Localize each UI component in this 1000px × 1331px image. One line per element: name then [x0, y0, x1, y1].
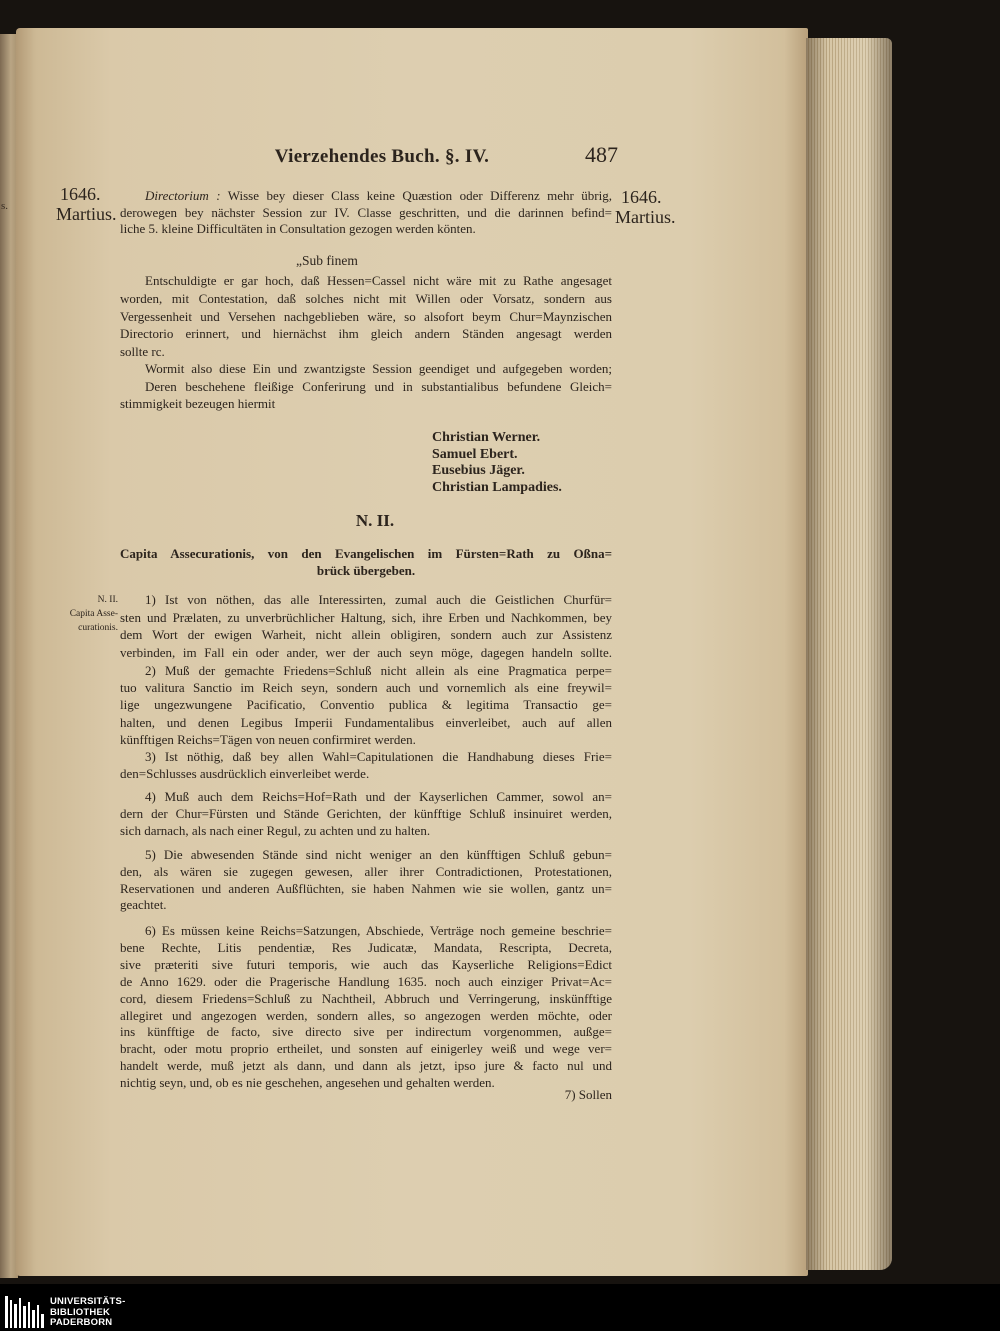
article-line: lige ungezwungene Pacificatio, Conventio publica & legitima Transactio ge= [120, 697, 612, 713]
article-4 [120, 788, 612, 839]
right-margin-year: 1646. [621, 187, 662, 207]
signatories [432, 430, 562, 497]
left-margin-month: Martius. [56, 204, 117, 224]
excuse-line: Directorio erinnert, und hiernächst ihm gleich andern Ständen angesagt werden [120, 326, 612, 342]
article-line: nichtig seyn, und, ob es nie geschehen, angesehen und gehalten werden. [120, 1075, 495, 1091]
excuse-paragraph [120, 272, 612, 361]
library-logo-text [50, 1297, 125, 1329]
article-3 [120, 749, 612, 782]
article-line: dem Wort der ewigen Warheit, nicht allein obligiren, sondern auch zur Assistenz [120, 627, 612, 643]
library-logo-line: PADERBORN [50, 1317, 113, 1328]
article-line: 5) Die abwesenden Stände sind nicht weniger an den künfftigen Schluß gebun= [145, 847, 612, 862]
article-line: halten, und denen Legibus Imperii Fundamentalibus einverleibet, auch auf allen [120, 714, 612, 730]
section-number: N. II. [355, 511, 395, 530]
article-5 [120, 847, 612, 914]
directorium-label: Directorium : [145, 188, 221, 203]
article-line: 6) Es müssen keine Reichs=Satzungen, Abschiede, Verträge noch gemeine beschrie= [145, 923, 612, 938]
section-title-line: brück übergeben. [316, 562, 416, 578]
excuse-line: worden, mit Contestation, daß solches nicht mit Willen oder Vorsatz, sondern aus [120, 290, 612, 306]
intro-line: liche 5. kleine Difficultäten in Consultation gezogen werden könten. [120, 221, 476, 237]
article-line: 4) Muß auch dem Reichs=Hof=Rath und der Kayserlichen Cammer, sowol an= [145, 789, 612, 804]
library-logo-line: UNIVERSITÄTS- [50, 1296, 126, 1307]
margin-note [50, 593, 118, 635]
article-line: 1) Ist von nöthen, das alle Interessirten, zumal auch die Geistlichen Churfür= [145, 592, 612, 607]
signatory: Christian Lampadies. [432, 480, 562, 496]
article-line: sten und Prælaten, zu unverbrüchlicher Haltung, sich, ihre Erben und Nachkommen, bey [120, 609, 612, 625]
closing-line: stimmigkeit bezeugen hiermit [120, 396, 276, 411]
article-line: 3) Ist nöthig, daß bey allen Wahl=Capitulationen die Handhabung dieses Frie= [145, 749, 612, 764]
article-line: den=Schlusses ausdrücklich einverleibet werde. [120, 765, 370, 781]
margin-note-line: Capita Asse- [69, 609, 118, 619]
excuse-line: Entschuldigte er gar hoch, daß Hessen=Cassel nicht wäre mit zu Rathe angesaget [145, 273, 612, 288]
section-title [120, 546, 612, 579]
article-line: sich darnach, als nach einer Regul, zu achten und zu halten. [120, 823, 431, 838]
article-line: handelt werde, muß jetzt als dann, und dann als jetzt, ipso jure & facto nul und [120, 1058, 612, 1074]
margin-note-line: N. II. [97, 595, 118, 605]
article-line: de Anno 1629. oder die Pragerische Handlung 1635. noch auch einziger Privat=Ac= [120, 973, 612, 989]
article-line: 2) Muß der gemachte Friedens=Schluß nicht allein als eine Pragmatica perpe= [145, 663, 612, 678]
closing-line: Wormit also diese Ein und zwantzigste Session geendiget und aufgegeben worden; [145, 361, 612, 376]
article-line: bene Rechte, Litis pendentiæ, Res Judicatæ, Mandata, Rescripta, Decreta, [120, 939, 612, 955]
intro-line: derowegen bey nächster Session zur IV. Classe geschritten, und die darinnen befind= [120, 204, 612, 220]
previous-page-fragment: s. [1, 200, 9, 212]
article-line: verbinden, im Fall ein oder ander, wer der auch seyn möge, dagegen handeln sollte. [120, 644, 612, 660]
article-line: bracht, oder motu proprio ertheilet, und sonsten auf einigerley weiß und wege ver= [120, 1041, 612, 1057]
excuse-line: sollte rc. [120, 344, 165, 360]
intro-paragraph [120, 188, 612, 238]
signatory: Eusebius Jäger. [432, 463, 525, 479]
right-margin-month: Martius. [615, 207, 676, 227]
article-line: cord, diesem Friedens=Schluß zu Nachtheil, Abbruch und Verringerung, inskünfftige [120, 990, 612, 1006]
article-line: allegiret und angezogen werden, sondern alles, so angezogen werden möchte, oder [120, 1007, 612, 1023]
closing-line: Deren beschehene fleißige Conferirung und in substantialibus befundene Gleich= [145, 378, 612, 394]
signatory: Samuel Ebert. [432, 446, 518, 462]
footer-bar [0, 1284, 1000, 1331]
intro-line-text: Wisse bey dieser Class keine Quæstion oder Differenz mehr übrig, [227, 188, 612, 203]
library-logo-icon [5, 1296, 47, 1328]
article-line: tuo valitura Sanctio im Reich seyn, sondern auch und vornemlich als eine freywil= [120, 680, 612, 696]
library-logo-line: BIBLIOTHEK [50, 1306, 111, 1318]
signatory: Christian Werner. [432, 430, 541, 445]
excuse-line: Vergessenheit und Versehen nachgeblieben wäre, so alsofort beym Chur=Maynzischen [120, 308, 612, 324]
closing-paragraph [120, 360, 612, 413]
running-title: Vierzehendes Buch. §. IV. [274, 146, 490, 167]
catchword: 7) Sollen [564, 1087, 612, 1102]
page-stack-shading [806, 38, 892, 1270]
article-line: den, als wären sie zugegen gewesen, aller ihrer Contradictionen, Protestationen, [120, 863, 612, 879]
left-margin-year: 1646. [60, 184, 101, 204]
article-line: künfftigen Reichs=Tägen von neuen confirmiret werden. [120, 731, 416, 747]
sub-finem-heading: „Sub finem [296, 253, 358, 268]
article-2 [120, 662, 612, 748]
article-line: ins künfftige de facto, sive directo sive per indirectum vorgenommen, außge= [120, 1024, 612, 1040]
margin-note-line: curationis. [78, 623, 118, 633]
intro-line [120, 188, 612, 205]
article-6 [120, 923, 612, 1092]
article-line: geachtet. [120, 897, 167, 913]
article-1 [120, 591, 612, 661]
article-line: dern der Chur=Fürsten und Stände Gerichten, der künfftige Schluß insinuiret werden, [120, 806, 612, 821]
article-line: Reservationen und anderen Außflüchten, sie haben Nahmen wie sie wollen, gantz un= [120, 880, 612, 896]
article-line: sive præteriti sive futuri temporis, wie auch das Kayserliche Religions=Edict [120, 956, 612, 972]
page-number: 487 [585, 142, 618, 167]
section-title-line: Capita Assecurationis, von den Evangelischen im Fürsten=Rath zu Oßna= [120, 546, 612, 561]
